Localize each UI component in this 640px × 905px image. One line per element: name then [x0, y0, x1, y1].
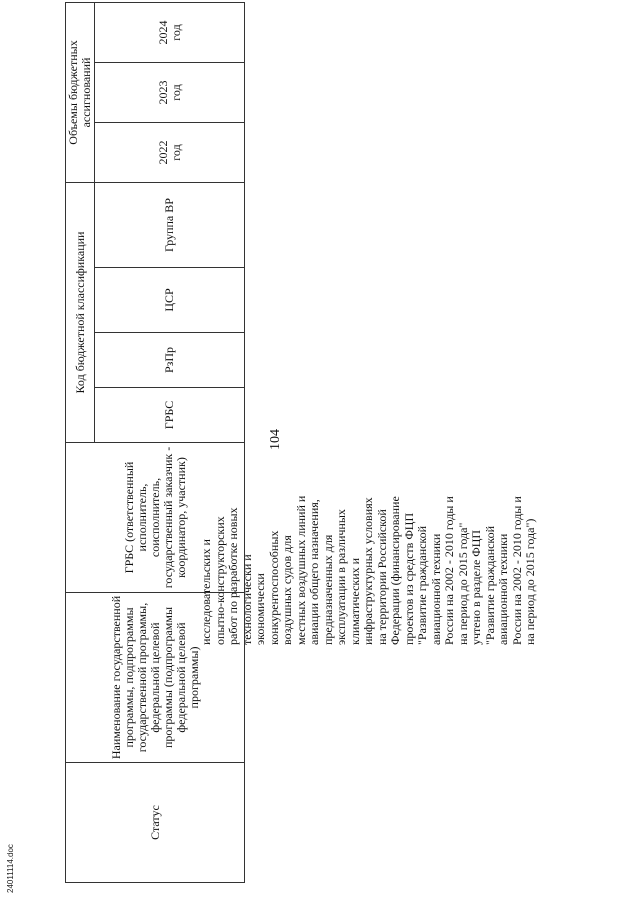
header-col-2023: 2023 год [95, 63, 245, 123]
document-id: 24011114.doc [6, 844, 15, 893]
header-col-rzpr: РзПр [95, 333, 245, 388]
header-col-2022: 2022 год [95, 123, 245, 183]
page-number: 104 [268, 429, 283, 450]
header-program-name: Наименование государственной программы, подпрограммы государственной программы, федеральной целевой программы (подпрограммы федеральной целевой программы) [66, 593, 245, 763]
header-budget-volume: Объемы бюджетных ассигнований [66, 2, 95, 182]
header-col-2024: 2024 год [95, 2, 245, 62]
header-col-csr: ЦСР [95, 268, 245, 333]
header-col-vr: Группа ВР [95, 183, 245, 268]
row-description-text: исследовательских и опытно-конструкторских работ по разработке новых технологически и экономически конкурентоспособных воздушных судов для местных воздушных линий и авиации общего назначения, предназначенных для эксплуатации в различных климатических и инфраструктурных условиях на территории Российской Федерации (финансирование проектов из средств ФЦП "Развитие гражданской авиационной техники России на 2002 - 2010 годы и на период до 2015 года" учтено в разделе ФЦП "Развитие гражданской авиационной техники России на 2002 - 2010 годы и на период до 2015 года") [199, 495, 537, 645]
header-budget-code: Код бюджетной классификации [66, 183, 95, 443]
header-grbs-responsible: ГРБС (ответственный исполнитель, соисполнитель, государственный заказчик - координатор, участник) [66, 443, 245, 593]
header-status: Статус [66, 763, 245, 883]
header-col-grbs: ГРБС [95, 388, 245, 443]
